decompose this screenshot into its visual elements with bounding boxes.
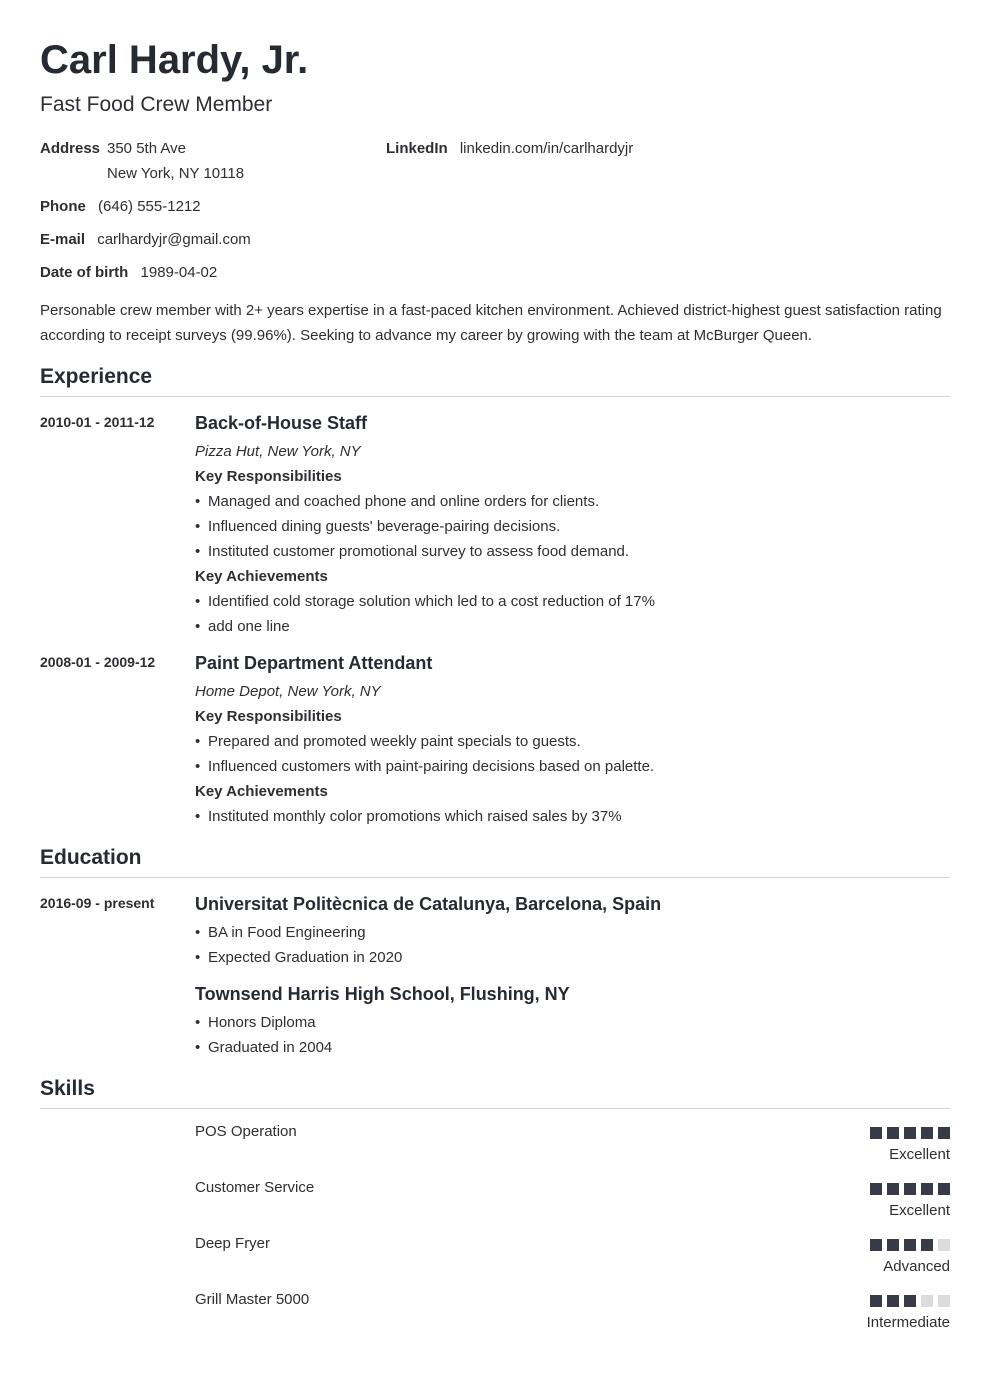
education-entry (40, 892, 950, 1060)
address-line-1: 350 5th Ave (107, 140, 186, 157)
job-entry (40, 651, 950, 829)
bullet-icon: • (195, 949, 201, 966)
school-name: Townsend Harris High School, Flushing, NY (195, 984, 570, 1004)
achievements-heading: Key Achievements (195, 568, 328, 585)
bullet-icon: • (195, 924, 201, 941)
skill-row (40, 1179, 950, 1235)
candidate-name: Carl Hardy, Jr. (40, 38, 309, 82)
job-company: Pizza Hut, New York, NY (195, 443, 361, 460)
address-row (40, 136, 108, 161)
rating-filled-icon (870, 1183, 882, 1195)
experience-heading: Experience (40, 362, 950, 397)
rating-empty-icon (921, 1295, 933, 1307)
school-name: Universitat Politècnica de Catalunya, Barcelona, Spain (195, 894, 662, 914)
phone-row (40, 194, 201, 219)
list-item: • Instituted customer promotional survey to assess food demand. (195, 539, 950, 564)
bullet-icon: • (195, 1039, 201, 1056)
candidate-title: Fast Food Crew Member (40, 93, 273, 116)
job-date: 2010-01 - 2011-12 (40, 414, 155, 430)
linkedin-link[interactable]: linkedin.com/in/carlhardyjr (459, 140, 634, 157)
bullet-icon: • (195, 758, 201, 775)
rating-filled-icon (887, 1127, 899, 1139)
skill-name: Customer Service (195, 1179, 315, 1196)
list-item: • Instituted monthly color promotions which raised sales by 37% (195, 804, 950, 829)
skill-name: Grill Master 5000 (195, 1291, 310, 1308)
address-line-2: New York, NY 10118 (107, 165, 245, 182)
skill-row (40, 1291, 950, 1347)
contact-block (40, 136, 950, 286)
rating-filled-icon (887, 1183, 899, 1195)
email-row (40, 227, 251, 252)
rating-filled-icon (904, 1183, 916, 1195)
skill-row (40, 1235, 950, 1291)
list-item: • Identified cold storage solution which led to a cost reduction of 17% (195, 589, 950, 614)
dob-label: Date of birth (40, 264, 129, 281)
bullet-icon: • (195, 1014, 201, 1031)
email-link[interactable]: carlhardyjr@gmail.com (97, 231, 251, 248)
list-item: • Expected Graduation in 2020 (195, 945, 950, 970)
address-label: Address (40, 140, 101, 157)
skill-name: POS Operation (195, 1123, 297, 1140)
skill-rating (870, 1295, 950, 1307)
skill-level: Excellent (889, 1146, 950, 1163)
email-label: E-mail (40, 231, 86, 248)
bullet-icon: • (195, 518, 201, 535)
list-item: • Honors Diploma (195, 1010, 950, 1035)
job-entry (40, 411, 950, 639)
skill-level: Excellent (889, 1202, 950, 1219)
rating-filled-icon (938, 1183, 950, 1195)
linkedin-label: LinkedIn (386, 140, 448, 157)
rating-filled-icon (921, 1183, 933, 1195)
address-lines (107, 136, 244, 186)
education-date: 2016-09 - present (40, 895, 155, 911)
rating-filled-icon (938, 1127, 950, 1139)
skill-level: Intermediate (866, 1314, 950, 1331)
responsibilities-heading: Key Responsibilities (195, 468, 342, 485)
list-item: • Influenced customers with paint-pairing decisions based on palette. (195, 754, 950, 779)
skill-row (40, 1123, 950, 1179)
bullet-icon: • (195, 733, 201, 750)
resume-page (40, 36, 950, 1347)
job-title: Back-of-House Staff (195, 413, 368, 433)
rating-filled-icon (921, 1127, 933, 1139)
rating-filled-icon (904, 1239, 916, 1251)
job-company: Home Depot, New York, NY (195, 683, 381, 700)
skills-heading: Skills (40, 1074, 950, 1109)
rating-filled-icon (870, 1127, 882, 1139)
linkedin-row (386, 136, 633, 161)
rating-filled-icon (870, 1239, 882, 1251)
bullet-icon: • (195, 493, 201, 510)
bullet-icon: • (195, 543, 201, 560)
list-item: • Influenced dining guests' beverage-pairing decisions. (195, 514, 950, 539)
phone-value: (646) 555-1212 (98, 198, 201, 215)
job-title: Paint Department Attendant (195, 653, 433, 673)
education-heading: Education (40, 843, 950, 878)
skill-rating (870, 1183, 950, 1195)
list-item: • Prepared and promoted weekly paint specials to guests. (195, 729, 950, 754)
phone-label: Phone (40, 198, 86, 215)
rating-empty-icon (938, 1295, 950, 1307)
summary-paragraph: Personable crew member with 2+ years expertise in a fast-paced kitchen environment. Achieved district-highest guest satisfaction rating according to receipt surveys (99.96%). Seeking to advance my career by growing with the team at McBurger Queen. (40, 302, 942, 344)
dob-value: 1989-04-02 (140, 264, 218, 281)
list-item: • Managed and coached phone and online orders for clients. (195, 489, 950, 514)
job-date: 2008-01 - 2009-12 (40, 654, 156, 670)
rating-empty-icon (938, 1239, 950, 1251)
rating-filled-icon (921, 1239, 933, 1251)
list-item: • add one line (195, 614, 950, 639)
bullet-icon: • (195, 808, 201, 825)
skill-rating (870, 1127, 950, 1139)
skill-level: Advanced (883, 1258, 950, 1275)
rating-filled-icon (904, 1127, 916, 1139)
rating-filled-icon (887, 1295, 899, 1307)
list-item: • BA in Food Engineering (195, 920, 950, 945)
dob-row (40, 260, 217, 285)
skill-rating (870, 1239, 950, 1251)
rating-filled-icon (904, 1295, 916, 1307)
rating-filled-icon (887, 1239, 899, 1251)
skill-name: Deep Fryer (195, 1235, 271, 1252)
bullet-icon: • (195, 618, 201, 635)
skills-list (40, 1123, 950, 1347)
bullet-icon: • (195, 593, 201, 610)
achievements-heading: Key Achievements (195, 783, 328, 800)
list-item: • Graduated in 2004 (195, 1035, 950, 1060)
rating-filled-icon (870, 1295, 882, 1307)
responsibilities-heading: Key Responsibilities (195, 708, 342, 725)
